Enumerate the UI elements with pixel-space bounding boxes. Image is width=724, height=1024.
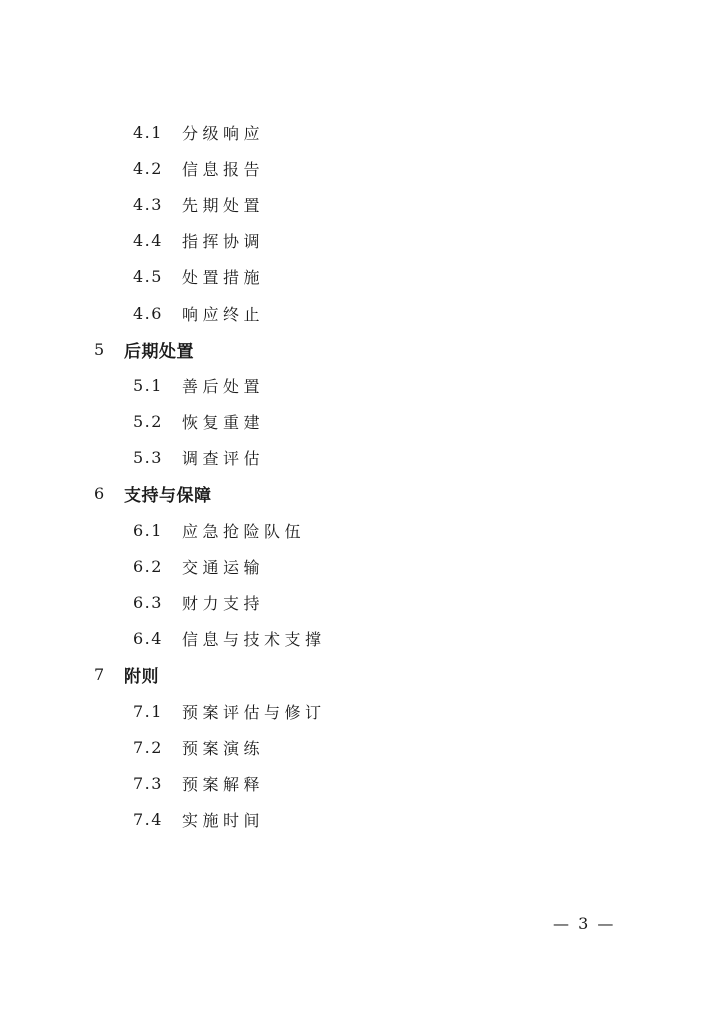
toc-subsection-item <box>0 584 724 620</box>
toc-item-label: 附则 <box>124 667 159 688</box>
toc-item-label: 信息与技术支撑 <box>182 630 326 650</box>
toc-item-label: 后期处置 <box>124 341 194 362</box>
toc-subsection-item <box>0 150 724 186</box>
toc-section-heading <box>0 331 724 367</box>
toc-item-number: 6.1 <box>133 520 163 540</box>
toc-subsection-item <box>0 186 724 222</box>
toc-item-label: 实施时间 <box>182 811 265 831</box>
table-of-contents <box>0 114 724 838</box>
toc-item-number: 4.3 <box>133 194 163 214</box>
toc-item-number: 5.3 <box>133 448 163 468</box>
toc-item-label: 预案演练 <box>182 738 265 758</box>
toc-subsection-item <box>0 295 724 331</box>
toc-item-number: 7.3 <box>133 773 163 793</box>
toc-subsection-item <box>0 367 724 403</box>
toc-item-number: 5.1 <box>133 375 163 395</box>
toc-item-label: 调查评估 <box>182 449 265 469</box>
toc-subsection-item <box>0 440 724 476</box>
toc-subsection-item <box>0 729 724 765</box>
toc-subsection-item <box>0 765 724 801</box>
toc-item-label: 信息报告 <box>182 159 265 179</box>
toc-item-label: 交通运输 <box>182 557 265 577</box>
toc-item-number: 7 <box>94 665 106 685</box>
toc-item-number: 5.2 <box>133 412 163 432</box>
toc-section-heading <box>0 476 724 512</box>
toc-item-label: 指挥协调 <box>182 232 265 252</box>
toc-subsection-item <box>0 404 724 440</box>
toc-item-number: 7.1 <box>133 701 163 721</box>
toc-subsection-item <box>0 512 724 548</box>
toc-item-number: 6.4 <box>133 629 163 649</box>
toc-section-heading <box>0 657 724 693</box>
toc-item-label: 应急抢险队伍 <box>182 521 306 541</box>
toc-item-label: 先期处置 <box>182 195 265 215</box>
toc-item-number: 6.2 <box>133 556 163 576</box>
toc-item-label: 预案解释 <box>182 774 265 794</box>
toc-item-number: 7.4 <box>133 810 163 830</box>
toc-item-number: 6.3 <box>133 593 163 613</box>
toc-subsection-item <box>0 693 724 729</box>
toc-item-number: 4.1 <box>133 122 163 142</box>
toc-subsection-item <box>0 621 724 657</box>
toc-item-number: 6 <box>94 484 106 504</box>
toc-item-label: 善后处置 <box>182 376 265 396</box>
toc-item-number: 4.5 <box>133 267 163 287</box>
toc-subsection-item <box>0 548 724 584</box>
toc-item-label: 支持与保障 <box>124 486 212 507</box>
toc-item-label: 预案评估与修订 <box>182 702 326 722</box>
toc-item-label: 财力支持 <box>182 594 265 614</box>
toc-item-number: 4.2 <box>133 158 163 178</box>
toc-subsection-item <box>0 259 724 295</box>
toc-subsection-item <box>0 223 724 259</box>
toc-item-number: 4.6 <box>133 303 163 323</box>
toc-item-number: 4.4 <box>133 231 163 251</box>
page-number: — 3 — <box>553 914 616 933</box>
toc-item-label: 响应终止 <box>182 304 265 324</box>
toc-item-label: 恢复重建 <box>182 413 265 433</box>
toc-item-number: 7.2 <box>133 737 163 757</box>
toc-subsection-item <box>0 114 724 150</box>
toc-subsection-item <box>0 802 724 838</box>
toc-item-label: 处置措施 <box>182 268 265 288</box>
toc-item-number: 5 <box>94 339 106 359</box>
toc-item-label: 分级响应 <box>182 123 265 143</box>
